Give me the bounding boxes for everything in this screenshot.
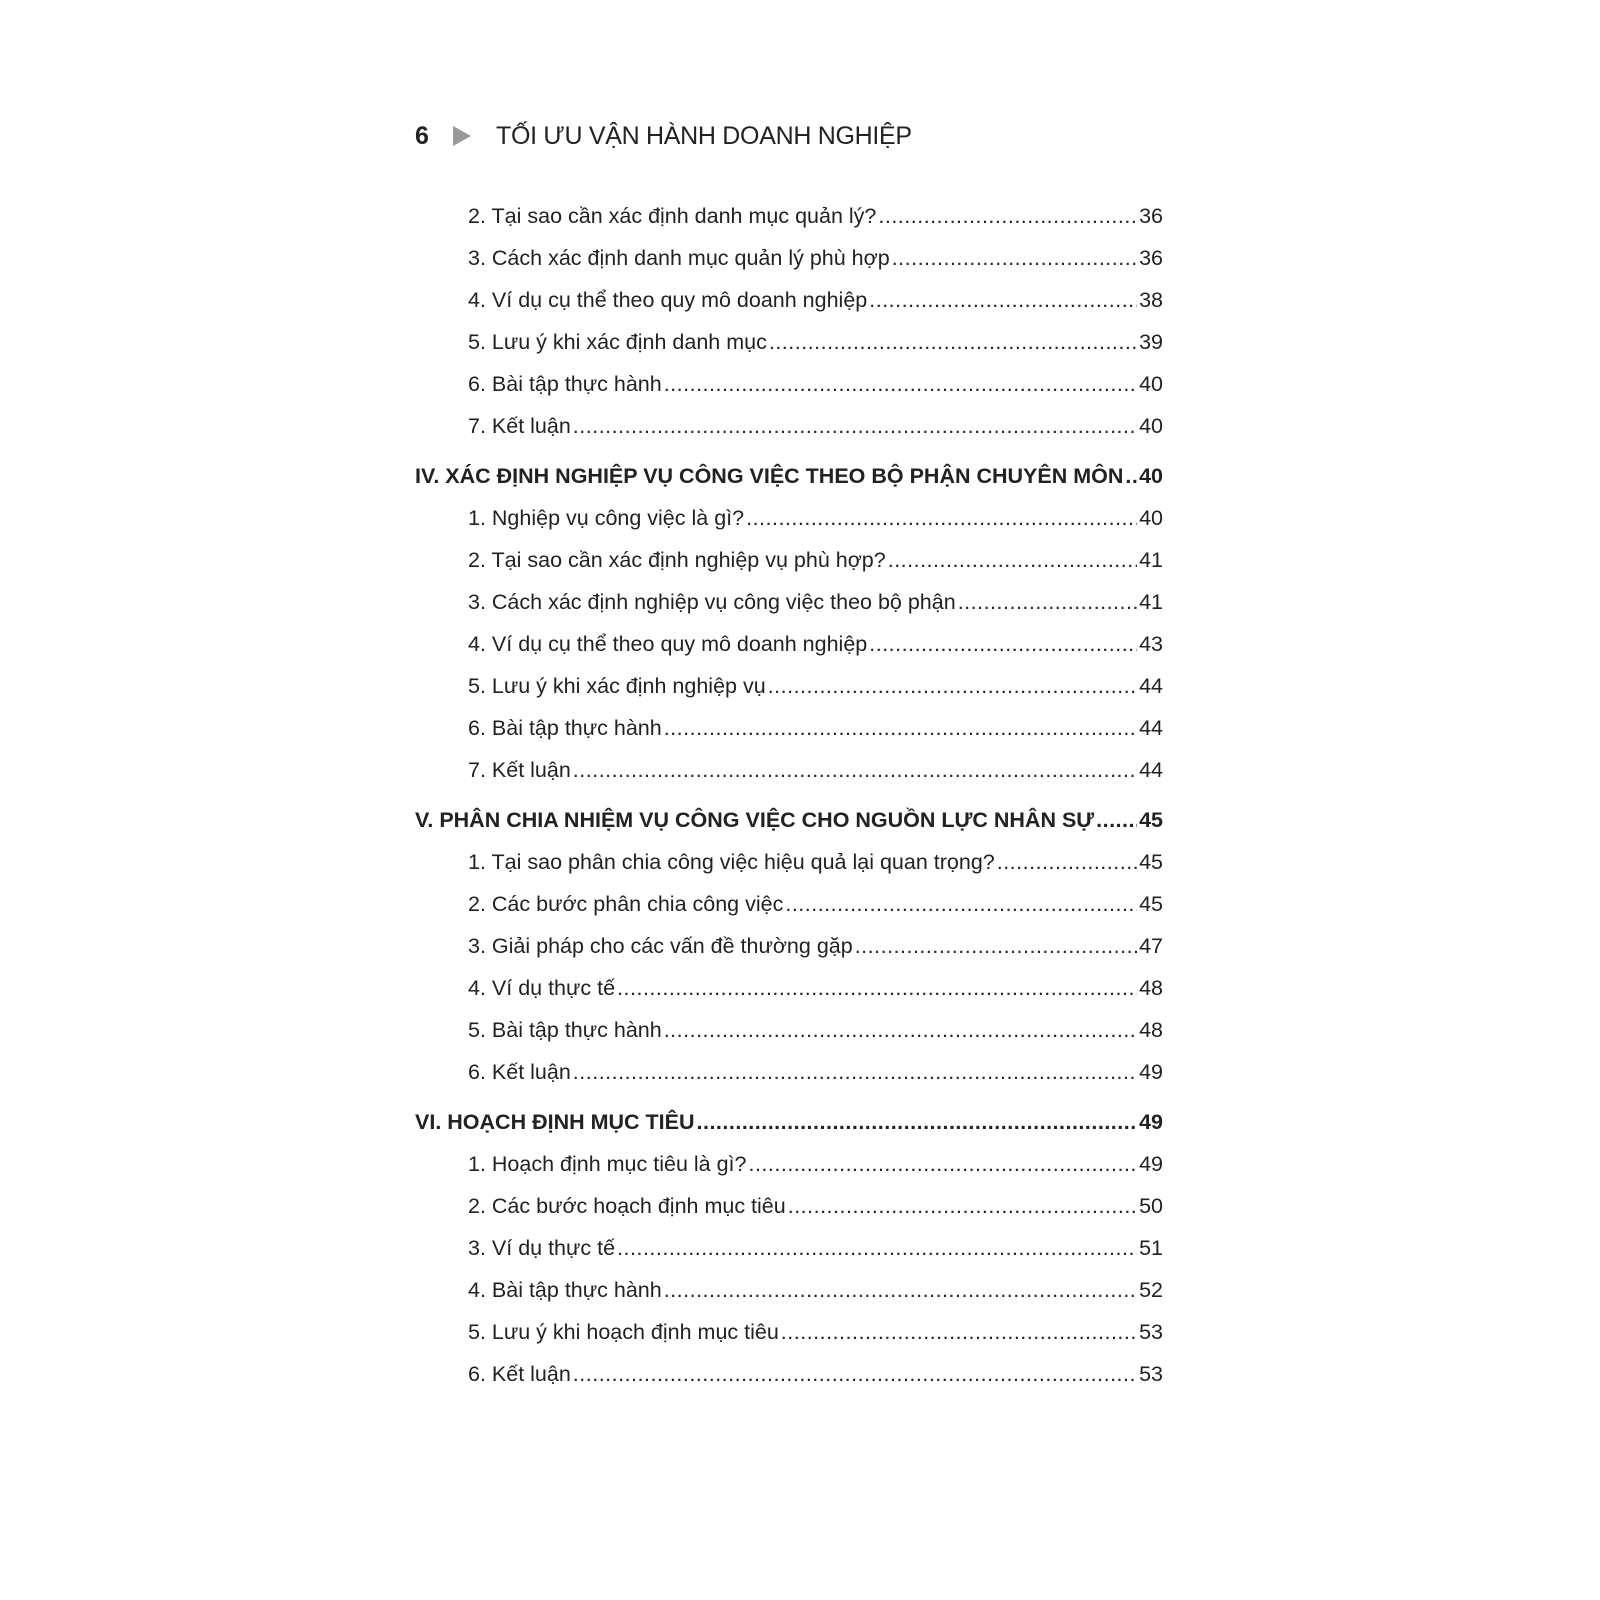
dot-leader <box>573 1051 1137 1093</box>
toc-entry-label: 2. Các bước hoạch định mục tiêu <box>468 1194 786 1218</box>
dot-leader <box>888 539 1137 581</box>
dot-leader <box>617 967 1137 1009</box>
toc-entry <box>415 841 1163 883</box>
toc-entry <box>415 1227 1163 1269</box>
toc-page-number: 45 <box>1139 808 1163 832</box>
toc-entry <box>415 749 1163 791</box>
toc-entry-label: 5. Lưu ý khi hoạch định mục tiêu <box>468 1320 779 1344</box>
toc-page-number: 40 <box>1139 464 1163 488</box>
toc-entry-label: 7. Kết luận <box>468 758 571 782</box>
toc-entry <box>415 1051 1163 1093</box>
toc-entry <box>415 279 1163 321</box>
toc-entry-label: 5. Lưu ý khi xác định danh mục <box>468 330 767 354</box>
toc-page-number: 41 <box>1139 548 1163 572</box>
toc-entry <box>415 321 1163 363</box>
toc-entry <box>415 1353 1163 1395</box>
toc-entry <box>415 1269 1163 1311</box>
toc-entry-label: 6. Kết luận <box>468 1060 571 1084</box>
page-number: 6 <box>415 121 429 150</box>
toc-entry <box>415 967 1163 1009</box>
dot-leader <box>1125 447 1137 497</box>
toc-section-heading <box>415 447 1163 497</box>
dot-leader <box>768 665 1137 707</box>
book-title: TỐI ƯU VẬN HÀNH DOANH NGHIỆP <box>496 121 912 150</box>
toc-page-number: 50 <box>1139 1194 1163 1218</box>
toc-entry-label: 1. Hoạch định mục tiêu là gì? <box>468 1152 747 1176</box>
toc-entry <box>415 363 1163 405</box>
dot-leader <box>878 195 1137 237</box>
toc-entry <box>415 1143 1163 1185</box>
toc-entry-label: 5. Lưu ý khi xác định nghiệp vụ <box>468 674 766 698</box>
toc-entry-label: 2. Tại sao cần xác định nghiệp vụ phù hợp? <box>468 548 886 572</box>
dot-leader <box>664 707 1137 749</box>
toc-entry-label: 6. Kết luận <box>468 1362 571 1386</box>
toc-page-number: 44 <box>1139 716 1163 740</box>
toc-entry-label: 3. Ví dụ thực tế <box>468 1236 616 1260</box>
toc-section-heading <box>415 791 1163 841</box>
toc-section-heading <box>415 1093 1163 1143</box>
toc-entry-label: 7. Kết luận <box>468 414 571 438</box>
dot-leader <box>892 237 1137 279</box>
toc-entry-label: 1. Nghiệp vụ công việc là gì? <box>468 506 745 530</box>
toc-page-number: 44 <box>1139 674 1163 698</box>
toc-page-number: 45 <box>1139 850 1163 874</box>
toc-entry <box>415 237 1163 279</box>
dot-leader <box>785 883 1137 925</box>
dot-leader <box>573 749 1137 791</box>
toc-page-number: 38 <box>1139 288 1163 312</box>
dot-leader <box>958 581 1137 623</box>
toc-entry-label: 4. Bài tập thực hành <box>468 1278 662 1302</box>
toc-page-number: 52 <box>1139 1278 1163 1302</box>
toc-entry-label: 5. Bài tập thực hành <box>468 1018 662 1042</box>
toc-entry-label: 4. Ví dụ cụ thể theo quy mô doanh nghiệp <box>468 288 868 312</box>
toc-entry <box>415 1009 1163 1051</box>
toc-page-number: 43 <box>1139 632 1163 656</box>
toc-entry-label: 1. Tại sao phân chia công việc hiệu quả lại quan trọng? <box>468 850 995 874</box>
toc-page-number: 45 <box>1139 892 1163 916</box>
table-of-contents <box>415 195 1163 1395</box>
toc-page-number: 49 <box>1139 1152 1163 1176</box>
toc-page-number: 53 <box>1139 1320 1163 1344</box>
toc-page-number: 36 <box>1139 246 1163 270</box>
toc-entry <box>415 1311 1163 1353</box>
dot-leader <box>664 363 1137 405</box>
toc-entry-label: IV. XÁC ĐỊNH NGHIỆP VỤ CÔNG VIỆC THEO BỘ PHẬN CHUYÊN MÔN <box>415 464 1124 488</box>
toc-page-number: 41 <box>1139 590 1163 614</box>
dot-leader <box>664 1269 1137 1311</box>
toc-page-number: 39 <box>1139 330 1163 354</box>
toc-entry <box>415 883 1163 925</box>
dot-leader <box>697 1093 1138 1143</box>
running-header <box>415 118 912 154</box>
dot-leader <box>869 623 1137 665</box>
dot-leader <box>664 1009 1137 1051</box>
dot-leader <box>573 405 1137 447</box>
dot-leader <box>855 925 1137 967</box>
dot-leader <box>997 841 1137 883</box>
toc-page-number: 44 <box>1139 758 1163 782</box>
toc-entry <box>415 1185 1163 1227</box>
toc-entry-label: 3. Cách xác định danh mục quản lý phù hợp <box>468 246 890 270</box>
toc-entry-label: 4. Ví dụ thực tế <box>468 976 616 1000</box>
toc-entry <box>415 925 1163 967</box>
toc-entry-label: 2. Các bước phân chia công việc <box>468 892 784 916</box>
toc-entry-label: 6. Bài tập thực hành <box>468 372 662 396</box>
toc-entry-label: V. PHÂN CHIA NHIỆM VỤ CÔNG VIỆC CHO NGUỒN LỰC NHÂN SỰ <box>415 808 1095 832</box>
dot-leader <box>788 1185 1137 1227</box>
toc-page-number: 48 <box>1139 976 1163 1000</box>
toc-entry <box>415 665 1163 707</box>
toc-page-number: 40 <box>1139 506 1163 530</box>
toc-entry-label: 2. Tại sao cần xác định danh mục quản lý? <box>468 204 877 228</box>
toc-entry <box>415 497 1163 539</box>
toc-entry <box>415 195 1163 237</box>
dot-leader <box>1096 791 1137 841</box>
dot-leader <box>781 1311 1137 1353</box>
toc-entry <box>415 581 1163 623</box>
toc-entry <box>415 405 1163 447</box>
dot-leader <box>573 1353 1137 1395</box>
toc-page-number: 49 <box>1139 1110 1163 1134</box>
toc-page-number: 40 <box>1139 414 1163 438</box>
toc-entry-label: 3. Giải pháp cho các vấn đề thường gặp <box>468 934 853 958</box>
dot-leader <box>748 1143 1137 1185</box>
toc-entry <box>415 623 1163 665</box>
dot-leader <box>869 279 1137 321</box>
toc-entry-label: 6. Bài tập thực hành <box>468 716 662 740</box>
toc-entry <box>415 539 1163 581</box>
toc-entry-label: 3. Cách xác định nghiệp vụ công việc theo bộ phận <box>468 590 956 614</box>
dot-leader <box>617 1227 1137 1269</box>
toc-page-number: 53 <box>1139 1362 1163 1386</box>
triangle-arrow-icon <box>453 126 471 146</box>
toc-entry-label: VI. HOẠCH ĐỊNH MỤC TIÊU <box>415 1110 695 1134</box>
toc-page-number: 47 <box>1139 934 1163 958</box>
toc-page-number: 36 <box>1139 204 1163 228</box>
dot-leader <box>746 497 1137 539</box>
toc-page-number: 49 <box>1139 1060 1163 1084</box>
toc-page-number: 40 <box>1139 372 1163 396</box>
toc-entry <box>415 707 1163 749</box>
toc-entry-label: 4. Ví dụ cụ thể theo quy mô doanh nghiệp <box>468 632 868 656</box>
toc-page-number: 48 <box>1139 1018 1163 1042</box>
toc-page-number: 51 <box>1139 1236 1163 1260</box>
dot-leader <box>769 321 1137 363</box>
